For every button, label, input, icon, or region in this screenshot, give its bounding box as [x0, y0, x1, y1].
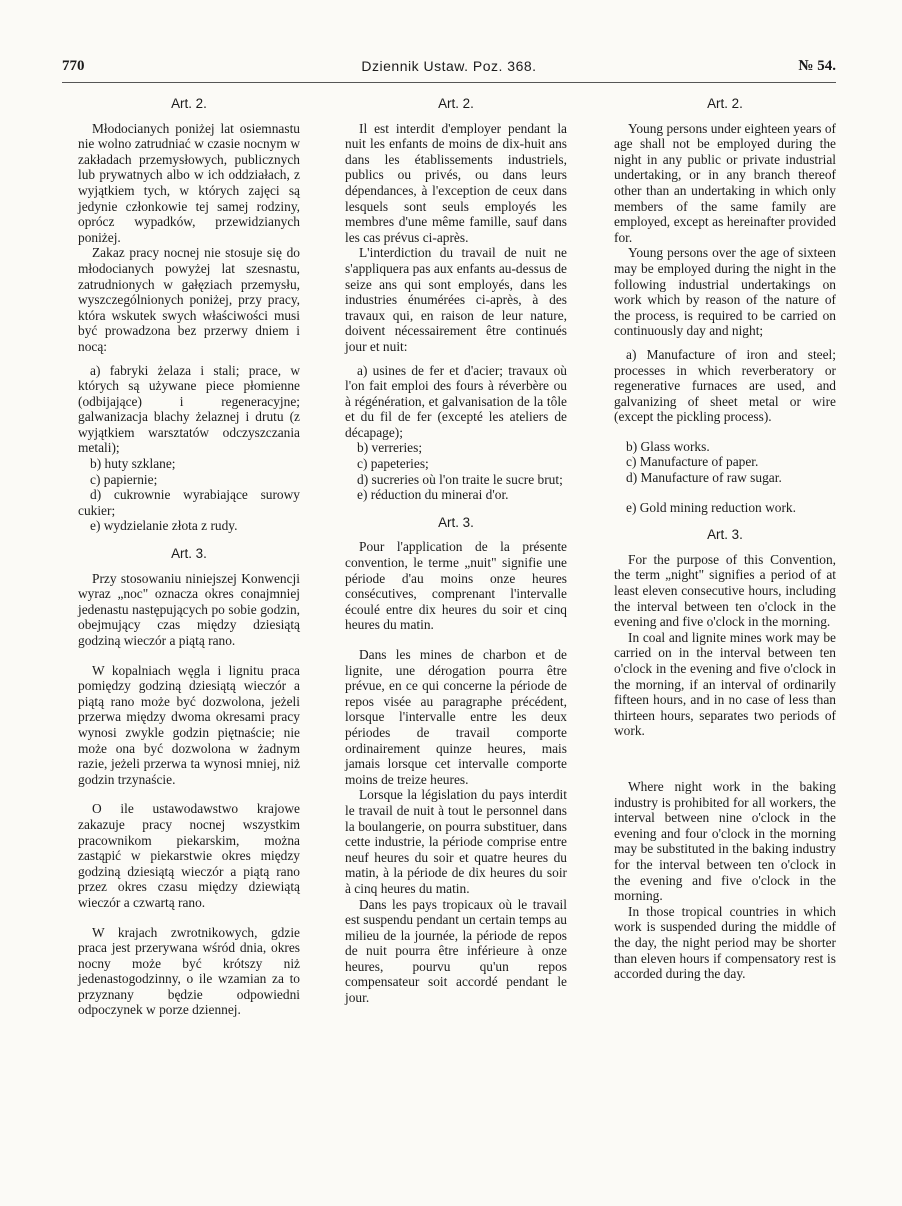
- column-french: [345, 96, 567, 1006]
- article-3-paragraph: Pour l'application de la présente convention, le terme „nuit" signifie une période d'au moins onze heures consécutives, comprenant l'intervalle écoulé entre dix heures du soir et cinq heures du matin.: [345, 539, 567, 633]
- column-english: [614, 96, 836, 982]
- article-3-paragraph: Where night work in the baking industry is prohibited for all workers, the interval between nine o'clock in the evening and four o'clock in the morning may be substituted in the baking industry for the interval between ten o'clock in the evening and five o'clock in the morning.: [614, 778, 836, 904]
- industry-list: [614, 347, 836, 515]
- list-item: e) réduction du minerai d'or.: [357, 487, 509, 503]
- industry-list: [78, 363, 300, 535]
- article-3-paragraph: Dans les mines de charbon et de lignite, une dérogation pourra être prévue, en ce qui concerne la période de repos visée au paragraphe précédent, lorsque l'intervalle entre les deux périodes de travail comporte ordinairement quinze heures, mais jamais lorsque cet intervalle comporte moins de treize heures.: [345, 647, 567, 787]
- list-item: b) verreries;: [357, 440, 423, 456]
- article-2-paragraph: Il est interdit d'employer pendant la nuit les enfants de moins de dix-huit ans dans les établissements industriels, publics ou privés, ou dans leurs dépendances, à l'exception de ceux dans lesquels sont seuls employés les membres d'une même famille, sauf dans les cas prévus ci-après.: [345, 120, 567, 245]
- list-item: e) Gold mining reduction work.: [626, 499, 796, 515]
- article-3-heading: Art. 3.: [438, 514, 474, 530]
- article-2-heading: Art. 2.: [171, 96, 207, 111]
- article-2-paragraph: Young persons under eighteen years of age shall not be employed during the night in any public or private industrial undertaking, or in any branch thereof other than an undertaking in which only members of the same family are employed, except as hereinafter provided for.: [614, 120, 837, 245]
- list-item: b) huty szklane;: [90, 456, 176, 472]
- page-number: 770: [62, 58, 85, 74]
- list-item: e) wydzielanie złota z rudy.: [90, 518, 238, 534]
- list-item: d) Manufacture of raw sugar.: [626, 470, 782, 486]
- list-item: a) fabryki żelaza i stali; prace, w których są używane piece płomienne (odbijające) i regeneracyjne; galwanizacja blachy żelaznej i drutu (z wyjątkiem warsztatów odczyszczania metali);: [78, 362, 300, 456]
- article-3-paragraph: In those tropical countries in which work is suspended during the middle of the day, the night period may be shorter than eleven hours if compensatory rest is accorded during the day.: [614, 903, 836, 982]
- article-3-heading: Art. 3.: [171, 546, 207, 562]
- article-3-paragraph: W kopalniach węgla i lignitu praca pomiędzy godziną dziesiątą wieczór a piątą rano może być dozwolona, jeżeli przerwa między dwoma okresami pracy wynosi zwykle godzin piętnaście; nie może ona być dozwolona w żadnym razie, jeżeli przerwa ta wynosi mniej, niż godzin trzynaście.: [78, 662, 300, 787]
- article-2-heading: Art. 2.: [438, 96, 474, 111]
- header-rule: [62, 82, 836, 83]
- list-item: c) papeteries;: [357, 456, 429, 472]
- list-item: b) Glass works.: [626, 438, 710, 454]
- article-3-paragraph: W krajach zwrotnikowych, gdzie praca jest przerywana wśród dnia, okres nocny może być krótszy niż jedenastogodzinny, o ile wzamian za to przyznany będzie odpowiedni odpoczynek w porze dziennej.: [78, 924, 300, 1018]
- article-3-paragraph: O ile ustawodawstwo krajowe zakazuje pracy nocnej wszystkim pracownikom piekarskim, można zastąpić w piekarstwie okres między godziną dziesiątą wieczór a piątą rano przez okres czasu między dziewiątą wieczór a czwartą rano.: [78, 801, 300, 910]
- article-3-paragraph: For the purpose of this Convention, the term „night" signifies a period of at least eleven consecutive hours, including the interval between ten o'clock in the evening and five o'clock in the morning.: [614, 551, 836, 630]
- page-header: [62, 58, 836, 80]
- article-2-paragraph: Young persons over the age of sixteen may be employed during the night in the following industrial undertakings on work which by reason of the nature of the process, is required to be carried on continuously day and night;: [614, 245, 836, 339]
- list-item: a) Manufacture of iron and steel; processes in which reverberatory or regenerative furnaces are used, and galvanizing of sheet metal or wire (except the pickling process).: [614, 346, 836, 425]
- article-2-heading: Art. 2.: [707, 96, 743, 111]
- column-polish: [78, 96, 300, 1018]
- article-3-paragraph: Dans les pays tropicaux où le travail est suspendu pendant un certain temps au milieu de la journée, la période de repos de nuit pourra être inférieure à onze heures, pourvu qu'un repos compensateur soit accordé pendant le jour.: [345, 896, 567, 1006]
- article-3-paragraph: In coal and lignite mines work may be carried on in the interval between ten o'clock in the evening and five o'clock in the morning, if an interval of ordinarily fifteen hours, and in no case of less than thirteen hours, separates two periods of work.: [614, 629, 836, 739]
- list-item: a) usines de fer et d'acier; travaux où l'on fait emploi des fours à réverbère ou à régénération, et galvanisation de la tôle et du fil de fer (excepté les ateliers de décapage);: [345, 362, 567, 440]
- article-2-paragraph: L'interdiction du travail de nuit ne s'appliquera pas aux enfants au-dessus de seize ans qui sont employés, dans les industries énumérées ci-après, à des travaux qui, en raison de leur nature, doivent nécessairement être continués jour et nuit:: [345, 245, 567, 354]
- article-2-paragraph: Młodocianych poniżej lat osiemnastu nie wolno zatrudniać w czasie nocnym w zakładach przemysłowych, publicznych lub prywatnych albo w ich oddziałach, z wyjątkiem tych, w których zajęci są jedynie członkowie tej samej rodziny, oprócz wypadków, przewidzianych poniżej.: [78, 120, 300, 245]
- list-item: c) papiernie;: [90, 471, 158, 487]
- list-item: c) Manufacture of paper.: [626, 454, 759, 470]
- issue-number: № 54.: [798, 58, 836, 74]
- article-3-paragraph: Lorsque la législation du pays interdit le travail de nuit à tout le personnel dans la boulangerie, on pourra substituer, dans cette industrie, la période comprise entre neuf heures du soir et quatre heures du matin, à la période de dix heures du soir à cinq heures du matin.: [345, 787, 567, 896]
- list-item: d) sucreries où l'on traite le sucre brut;: [357, 471, 563, 487]
- article-3-paragraph: Przy stosowaniu niniejszej Konwencji wyraz „noc" oznacza okres conajmniej jedenastu następujących po sobie godzin, obejmujący czas między dziesiątą godziną wieczór a piątą rano.: [78, 570, 300, 648]
- list-item: d) cukrownie wyrabiające surowy cukier;: [78, 487, 300, 518]
- article-2-paragraph: Zakaz pracy nocnej nie stosuje się do młodocianych powyżej lat szesnastu, zatrudnionych w gałęziach przemysłu, wyszczególnionych poniżej, przy pracy, która wskutek swych właściwości musi być prowadzona bez przerwy dniem i nocą:: [78, 245, 300, 354]
- article-3-heading: Art. 3.: [707, 527, 743, 543]
- industry-list: [345, 363, 567, 503]
- journal-title: Dziennik Ustaw. Poz. 368.: [361, 58, 537, 74]
